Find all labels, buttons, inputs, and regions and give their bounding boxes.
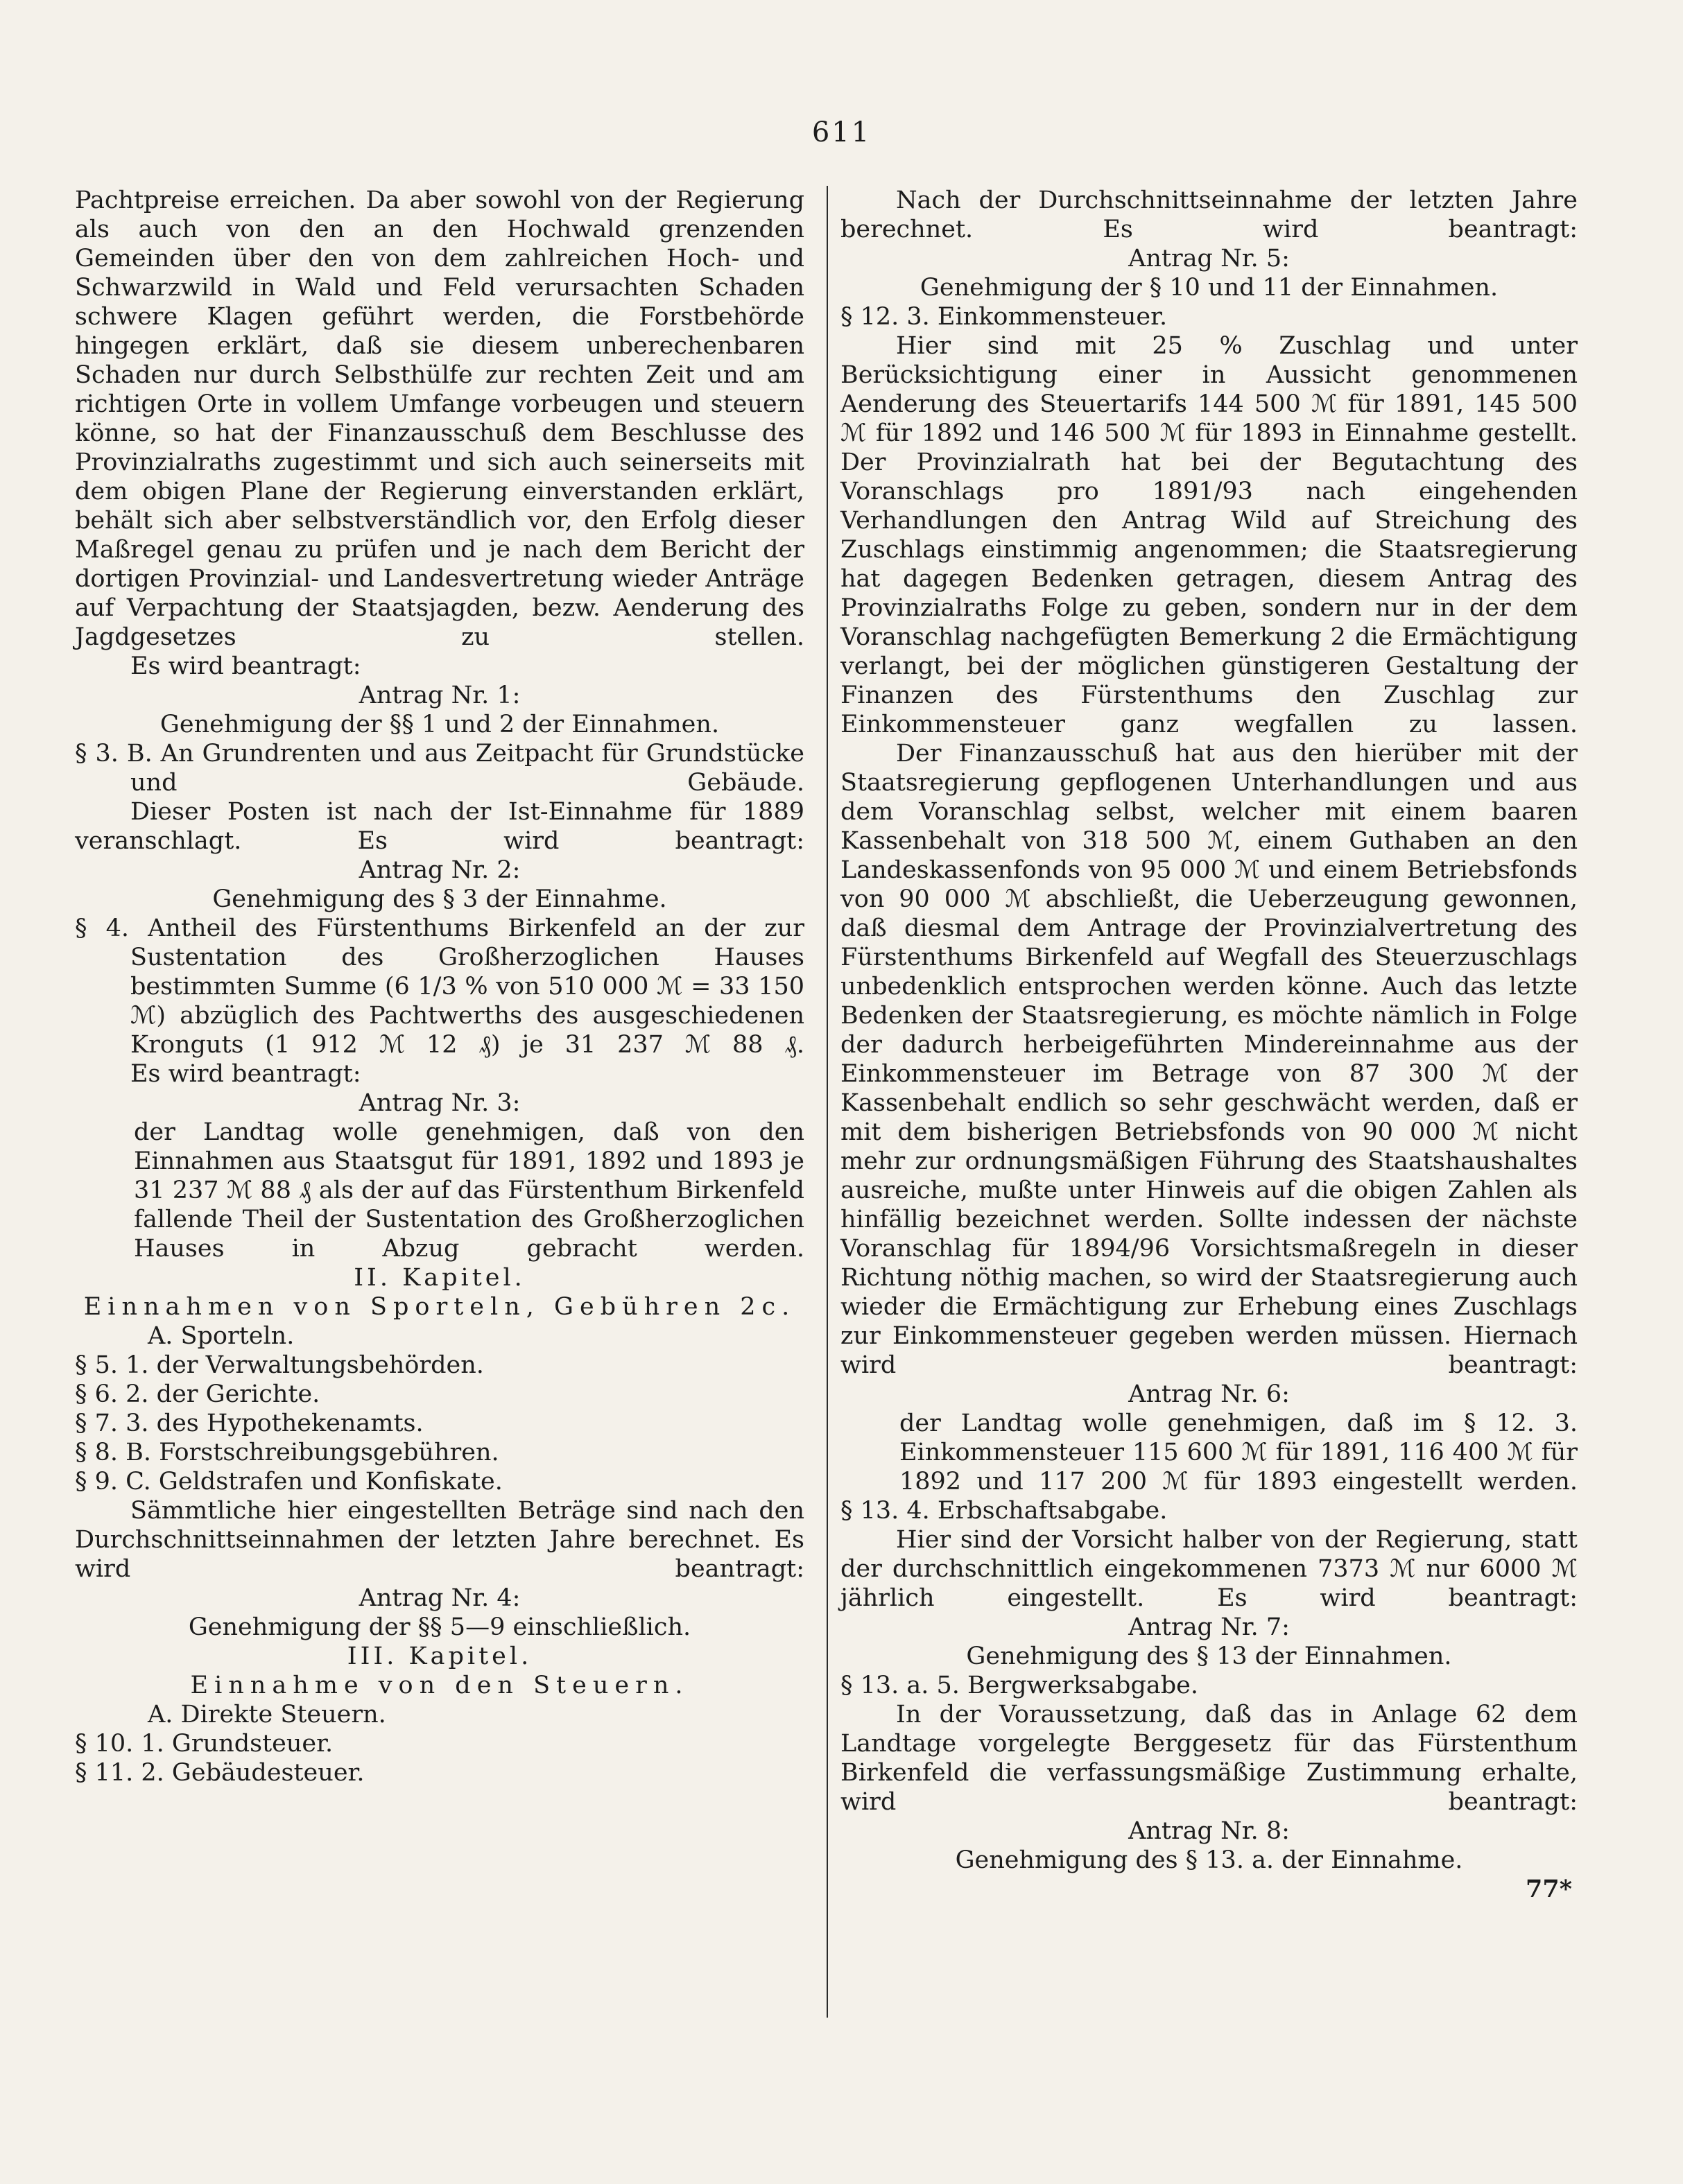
page-number: 611 — [811, 116, 872, 148]
tax-item: § 10. 1. Grundsteuer. — [75, 1730, 334, 1758]
motion-heading-5: Antrag Nr. 5: — [1128, 245, 1290, 272]
paragraph-mining-tax: In der Voraussetzung, daß das in Anlage 62 dem Landtage vorgelegte Berggesetz für das Fürstenthum Birkenfeld die verfassungsmäßige Zustimmung erhalte, wird beantragt: — [840, 1701, 1578, 1816]
fee-item: § 9. C. Geldstrafen und Konfiskate. — [75, 1468, 503, 1496]
motion-intro: Es wird beantragt: — [130, 1060, 361, 1088]
fee-item: § 6. 2. der Gerichte. — [75, 1380, 320, 1408]
motion-text-2: Genehmigung des § 3 der Einnahme. — [212, 885, 667, 913]
motion-heading-3: Antrag Nr. 3: — [359, 1089, 521, 1117]
motion-text-8: Genehmigung des § 13. a. der Einnahme. — [955, 1846, 1463, 1874]
motion-heading-6: Antrag Nr. 6: — [1128, 1380, 1290, 1408]
paragraph-hunting-lease: Pachtpreise erreichen. Da aber sowohl von der Regierung als auch von den an den Hochwald grenzenden Gemeinden über den von dem zahlreichen Hoch- und Schwarzwild in Wald und Feld verursachten Schaden schwere Klagen geführt werden, die Forstbehörde hingegen erklärt, daß sie diesem unberechenbaren Schaden nur durch Selbsthülfe zur rechten Zeit und am richtigen Orte in vollem Umfange vorbeugen und steuern könne, so hat der Finanzausschuß dem Beschlusse des Provinzialraths zugestimmt und sich auch seinerseits mit dem obigen Plane der Regierung einverstanden erklärt, behält sich aber selbstverständlich vor, den Erfolg dieser Maßregel genau zu prüfen und je nach dem Bericht der dortigen Provinzial- und Landesvertretung wieder Anträge auf Verpachtung der Staatsjagden, bezw. Aenderung des Jagdgesetzes zu stellen. — [75, 187, 804, 651]
motion-text-5: Genehmigung der § 10 und 11 der Einnahmen. — [920, 274, 1499, 302]
fee-item: § 8. B. Forstschreibungsgebühren. — [75, 1439, 499, 1466]
motion-heading-2: Antrag Nr. 2: — [359, 856, 521, 884]
paragraph-finance-committee: Der Finanzausschuß hat aus den hierüber mit der Staatsregierung gepflogenen Unterhandlungen und aus dem Voranschlag selbst, welcher mit einem baaren Kassenbehalt von 318 500 ℳ, einem Guthaben an den Landeskassenfonds von 95 000 ℳ und einem Betriebsfonds von 90 000 ℳ abschließt, die Ueberzeugung gewonnen, daß diesmal dem Antrage der Provinzialvertretung des Fürstenthums Birkenfeld auf Wegfall des Steuerzuschlags unbedenklich entsprochen werden könne. Auch das letzte Bedenken der Staatsregierung, es möchte nämlich in Folge der dadurch herbeigeführten Mindereinnahme aus der Einkommensteuer im Betrage von 87 300 ℳ der Kassenbehalt endlich so sehr geschwächt werden, daß er mit dem bisherigen Betriebsfonds von 90 000 ℳ nicht mehr zur ordnungsmäßigen Führung des Staatshaushaltes ausreiche, mußte unter Hinweis auf die obigen Zahlen als hinfällig bezeichnet werden. Sollte indessen der nächste Voranschlag für 1894/96 Vorsichtsmaßregeln in dieser Richtung nöthig machen, so wird der Staatsregierung auch wieder die Ermächtigung zur Erhebung eines Zuschlags zur Einkommensteuer gegeben werden müssen. Hiernach wird beantragt: — [840, 740, 1578, 1379]
left-column — [75, 186, 804, 1787]
section-12-heading: § 12. 3. Einkommensteuer. — [840, 303, 1168, 331]
printer-signature: 77* — [1525, 1875, 1572, 1903]
chapter-title: Einnahmen von Sporteln, Gebühren 2c. — [83, 1293, 796, 1321]
motion-heading-7: Antrag Nr. 7: — [1128, 1613, 1290, 1641]
motion-heading-8: Antrag Nr. 8: — [1128, 1817, 1290, 1845]
fee-item: § 5. 1. der Verwaltungsbehörden. — [75, 1351, 484, 1379]
section-13a-heading: § 13. a. 5. Bergwerksabgabe. — [840, 1672, 1198, 1699]
column-divider — [827, 186, 828, 2018]
motion-heading-4: Antrag Nr. 4: — [359, 1584, 521, 1612]
motion-intro: Es wird beantragt: — [130, 652, 361, 680]
motion-text-6: der Landtag wolle genehmigen, daß im § 12. 3. Einkommensteuer 115 600 ℳ für 1891, 116 400 ℳ für 1892 und 117 200 ℳ für 1893 eingestellt werden. — [899, 1410, 1578, 1496]
section-13-heading: § 13. 4. Erbschaftsabgabe. — [840, 1497, 1168, 1525]
motion-text-1: Genehmigung der §§ 1 und 2 der Einnahmen. — [159, 711, 720, 738]
motion-heading-1: Antrag Nr. 1: — [359, 682, 521, 709]
paragraph-section-3: Dieser Posten ist nach der Ist-Einnahme für 1889 veranschlagt. Es wird beantragt: — [75, 798, 804, 855]
paragraph-inheritance-tax: Hier sind der Vorsicht halber von der Regierung, statt der durchschnittlich eingekommenen 7373 ℳ nur 6000 ℳ jährlich eingestellt. Es wird beantragt: — [840, 1526, 1578, 1612]
fee-item: § 7. 3. des Hypothekenamts. — [75, 1410, 424, 1437]
subsection-heading: A. Sporteln. — [148, 1322, 295, 1350]
motion-text-4: Genehmigung der §§ 5—9 einschließlich. — [188, 1613, 691, 1641]
chapter-title: Einnahme von den Steuern. — [190, 1672, 689, 1699]
section-4-heading: § 4. Antheil des Fürstenthums Birkenfeld an der zur Sustentation des Großherzoglichen Hauses bestimmten Summe (6 1/3 % von 510 000 ℳ = 33 150 ℳ) abzüglich des Pachtwerths des ausgeschiedenen Kronguts (1 912 ℳ 12 ₰) je 31 237 ℳ 88 ₰. — [75, 915, 804, 1059]
paragraph-average-income: Nach der Durchschnittseinnahme der letzten Jahre berechnet. Es wird beantragt: — [840, 187, 1578, 243]
chapter-heading: III. Kapitel. — [347, 1643, 533, 1670]
tax-item: § 11. 2. Gebäudesteuer. — [75, 1759, 365, 1787]
motion-text-7: Genehmigung des § 13 der Einnahmen. — [966, 1643, 1452, 1670]
subsection-heading: A. Direkte Steuern. — [148, 1701, 386, 1728]
section-3-heading: § 3. B. An Grundrenten und aus Zeitpacht für Grundstücke und Gebäude. — [75, 740, 804, 797]
paragraph-income-tax: Hier sind mit 25 % Zuschlag und unter Berücksichtigung einer in Aussicht genommenen Aenderung des Steuertarifs 144 500 ℳ für 1891, 145 500 ℳ für 1892 und 146 500 ℳ für 1893 in Einnahme gestellt. Der Provinzialrath hat bei der Begutachtung des Voranschlags pro 1891/93 nach eingehenden Verhandlungen den Antrag Wild auf Streichung des Zuschlags einstimmig angenommen; die Staatsregierung hat dagegen Bedenken getragen, diesem Antrag des Provinzialraths Folge zu geben, sondern nur in der dem Voranschlag nachgefügten Bemerkung 2 die Ermächtigung verlangt, bei der möglichen günstigeren Gestaltung der Finanzen des Fürstenthums den Zuschlag zur Einkommensteuer ganz wegfallen zu lassen. — [840, 332, 1578, 738]
paragraph-fees: Sämmtliche hier eingestellten Beträge sind nach den Durchschnittseinnahmen der letzten Jahre berechnet. Es wird beantragt: — [75, 1497, 804, 1583]
right-column — [840, 186, 1578, 1904]
motion-text-3: der Landtag wolle genehmigen, daß von den Einnahmen aus Staatsgut für 1891, 1892 und 1893 je 31 237 ℳ 88 ₰ als der auf das Fürstenthum Birkenfeld fallende Theil der Sustentation des Großherzoglichen Hauses in Abzug gebracht werden. — [134, 1118, 804, 1263]
chapter-heading: II. Kapitel. — [354, 1264, 526, 1292]
